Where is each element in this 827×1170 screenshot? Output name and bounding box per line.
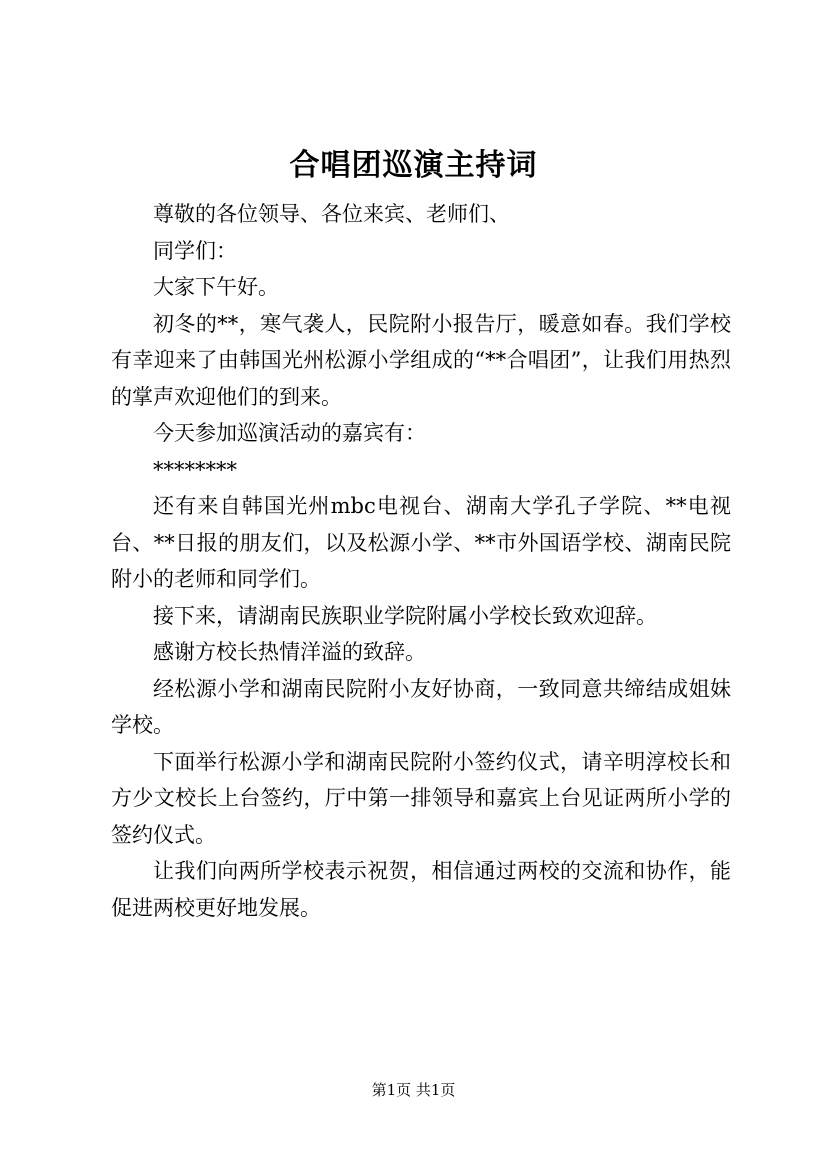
paragraph-congratulations: 让我们向两所学校表示祝贺，相信通过两校的交流和协作，能促进两校更好地发展。: [111, 859, 731, 920]
paragraph-thanks: 感谢方校长热情洋溢的致辞。: [153, 640, 426, 664]
paragraph-guests-intro: 今天参加巡演活动的嘉宾有：: [153, 421, 426, 445]
paragraph-good-afternoon: 大家下午好。: [153, 275, 279, 299]
page-footer: 第1页 共1页: [371, 1081, 456, 1099]
paragraph-signing: 下面举行松源小学和湖南民院附小签约仪式，请辛明淳校长和方少文校长上台签约，厅中第一排领导和嘉宾上台见证两所小学的签约仪式。: [111, 749, 731, 847]
paragraph-principal-speech: 接下来，请湖南民族职业学院附属小学校长致欢迎辞。: [153, 603, 657, 628]
paragraph-guests-list: ********: [153, 457, 237, 482]
paragraph-sister-schools: 经松源小学和湖南民院附小友好协商，一致同意共缔结成姐妹学校。: [111, 676, 731, 737]
paragraph-friends: 还有来自韩国光州mbc电视台、湖南大学孔子学院、**电视台、**日报的朋友们，以及松源小学、**市外国语学校、湖南民院附小的老师和同学们。: [111, 494, 731, 591]
paragraph-welcome: 初冬的**，寒气袭人，民院附小报告厅，暖意如春。我们学校有幸迎来了由韩国光州松源小学组成的“**合唱团”，让我们用热烈的掌声欢迎他们的到来。: [111, 311, 731, 409]
paragraph-greeting-2: 同学们：: [153, 238, 237, 263]
paragraph-greeting-1: 尊敬的各位领导、各位来宾、老师们、: [153, 202, 510, 226]
document-body: [111, 196, 731, 926]
document-title: 合唱团巡演主持词: [289, 148, 538, 183]
